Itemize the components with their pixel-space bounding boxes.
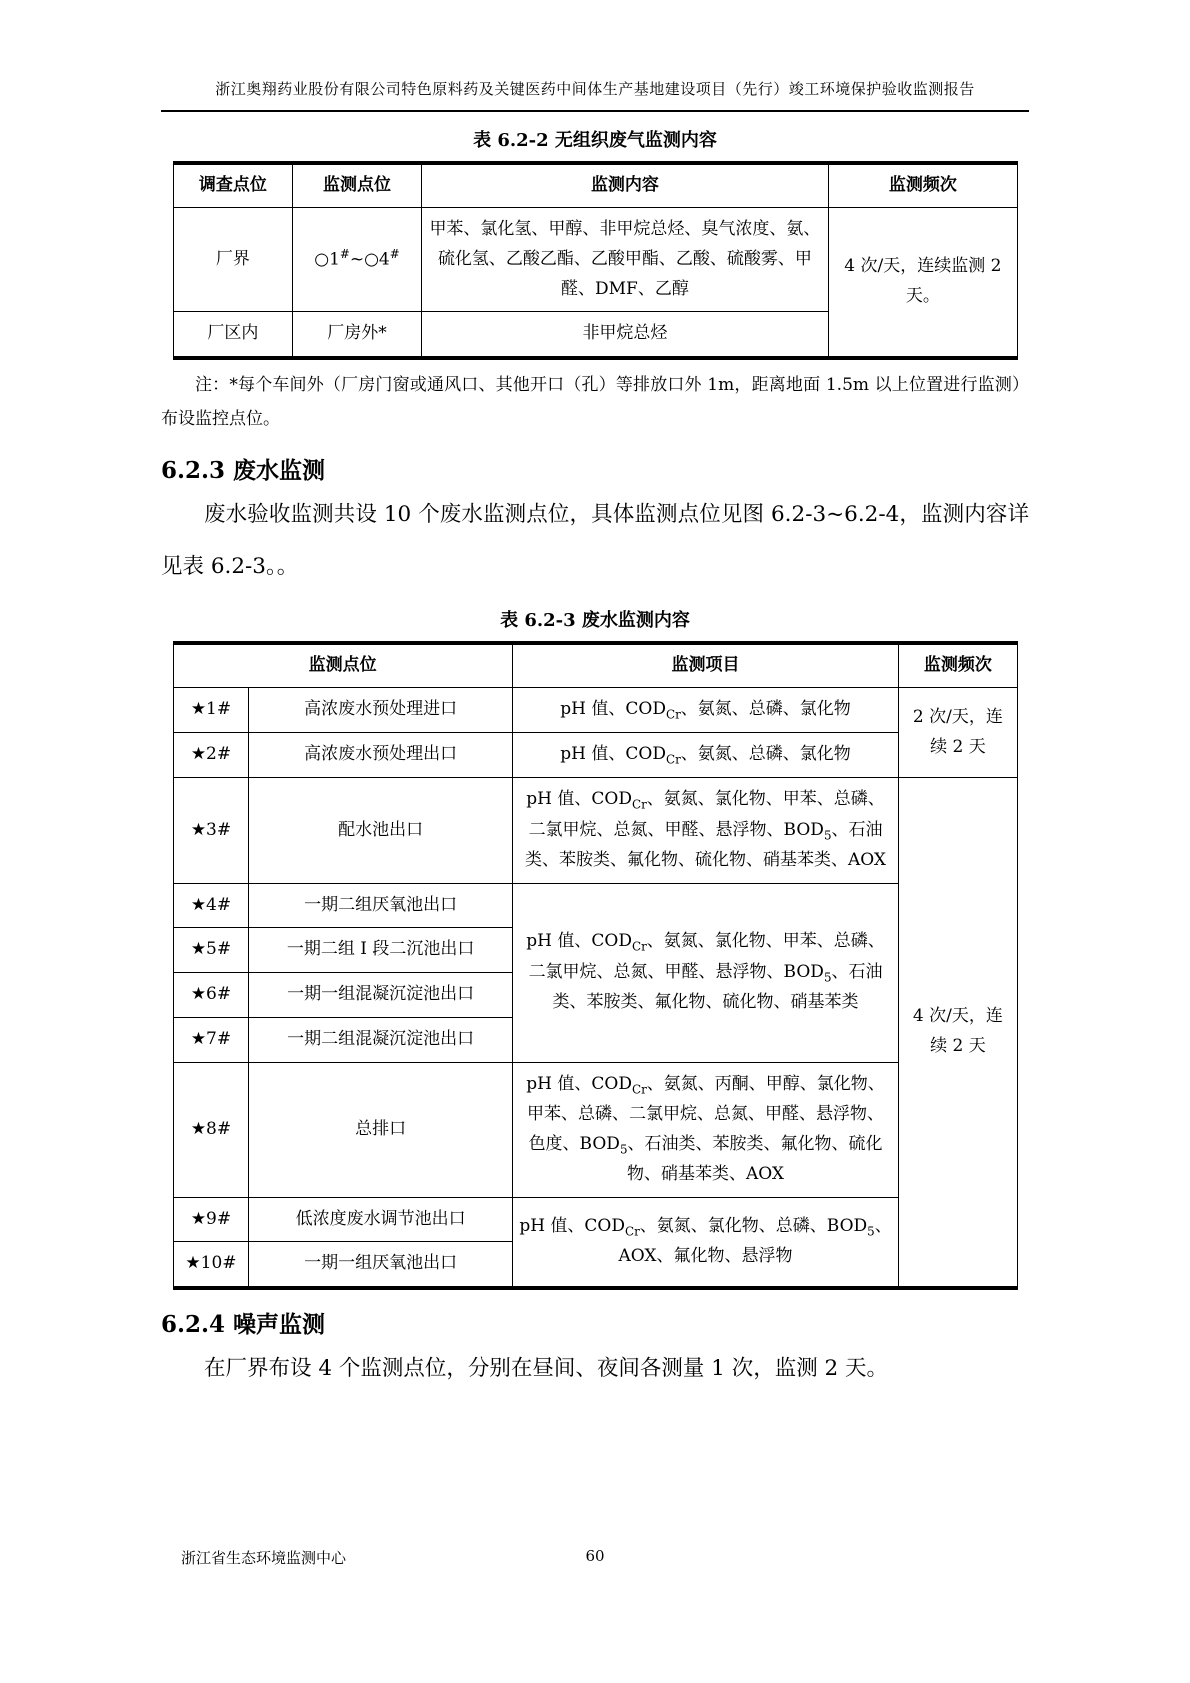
table-cell: ★3# bbox=[173, 778, 249, 883]
table-cell: 4 次/天，连续监测 2 天。 bbox=[829, 208, 1017, 359]
table-cell: 2 次/天，连续 2 天 bbox=[899, 687, 1017, 777]
table-cell: 厂界 bbox=[173, 208, 293, 312]
section-heading-wastewater: 6.2.3 废水监测 bbox=[161, 457, 326, 484]
table-cell: 高浓废水预处理出口 bbox=[249, 733, 512, 778]
table-cell: pH 值、$COD_{Cr}$、氨氮、丙酮、甲醇、氯化物、甲苯、总磷、二氯甲烷、总氮、甲醛、悬浮物、色度、$BOD_5$、石油类、苯胺类、氟化物、硫化物、硝基苯类、AOX bbox=[512, 1062, 899, 1197]
table-header-cell: 监测点位 bbox=[293, 163, 421, 207]
table-cell: 总排口 bbox=[249, 1062, 512, 1197]
table-cell: 厂房外* bbox=[293, 312, 421, 358]
wastewater-intro-paragraph: 废水验收监测共设 10 个废水监测点位，具体监测点位见图 6.2-3~6.2-4，监测内容详见表 6.2-3。。 bbox=[161, 502, 1029, 579]
table-cell: ★2# bbox=[173, 733, 249, 778]
section-heading-noise: 6.2.4 噪声监测 bbox=[161, 1311, 326, 1338]
table-cell: ★1# bbox=[173, 687, 249, 732]
table-cell: ○1#~○4# bbox=[293, 208, 421, 312]
table-cell: 非甲烷总烃 bbox=[421, 312, 829, 358]
table-cell: pH 值、$COD_{Cr}$、氨氮、总磷、氯化物 bbox=[512, 733, 899, 778]
table-cell: 甲苯、氯化氢、甲醇、非甲烷总烃、臭气浓度、氨、硫化氢、乙酸乙酯、乙酸甲酯、乙酸、硫酸雾、甲醛、DMF、乙醇 bbox=[421, 208, 829, 312]
table-cell: 厂区内 bbox=[173, 312, 293, 358]
footer-page-number: 60 bbox=[585, 1547, 605, 1565]
table-cell: 低浓度废水调节池出口 bbox=[249, 1197, 512, 1242]
table-cell: ★10# bbox=[173, 1242, 249, 1288]
table-cell: 一期二组 I 段二沉池出口 bbox=[249, 928, 512, 973]
table-cell: ★7# bbox=[173, 1017, 249, 1062]
noise-paragraph: 在厂界布设 4 个监测点位，分别在昼间、夜间各测量 1 次，监测 2 天。 bbox=[204, 1356, 889, 1381]
gas-table-note: 注：*每个车间外（厂房门窗或通风口、其他开口（孔）等排放口外 1m，距离地面 1.5m 以上位置进行监测）布设监控点位。 bbox=[161, 375, 1029, 429]
table-cell: 一期二组混凝沉淀池出口 bbox=[249, 1017, 512, 1062]
table-row bbox=[173, 733, 1017, 778]
table-cell: 一期一组混凝沉淀池出口 bbox=[249, 973, 512, 1018]
table-cell: pH 值、$COD_{Cr}$、氨氮、氯化物、甲苯、总磷、二氯甲烷、总氮、甲醛、悬浮物、$BOD_5$、石油类、苯胺类、氟化物、硫化物、硝基苯类 bbox=[512, 883, 899, 1062]
table-cell: pH 值、$COD_{Cr}$、氨氮、总磷、氯化物 bbox=[512, 687, 899, 732]
table-cell: pH 值、$COD_{Cr}$、氨氮、氯化物、总磷、$BOD_5$、AOX、氟化物、悬浮物 bbox=[512, 1197, 899, 1288]
table-header-cell: 调查点位 bbox=[173, 163, 293, 207]
table-row bbox=[173, 1197, 1017, 1242]
table-header-cell: 监测内容 bbox=[421, 163, 829, 207]
page-content bbox=[161, 0, 1029, 1395]
table-row bbox=[173, 1062, 1017, 1197]
gas-monitoring-table bbox=[173, 161, 1018, 360]
table-header-row bbox=[173, 643, 1017, 687]
footer-org: 浙江省生态环境监测中心 bbox=[181, 1549, 347, 1567]
table-cell: pH 值、$COD_{Cr}$、氨氮、氯化物、甲苯、总磷、二氯甲烷、总氮、甲醛、悬浮物、$BOD_5$、石油类、苯胺类、氟化物、硫化物、硝基苯类、AOX bbox=[512, 778, 899, 883]
table-cell: ★9# bbox=[173, 1197, 249, 1242]
page-header-title: 浙江奥翔药业股份有限公司特色原料药及关键医药中间体生产基地建设项目（先行）竣工环境保护验收监测报告 bbox=[215, 80, 975, 98]
wastewater-table-title: 表 6.2-3 废水监测内容 bbox=[500, 610, 690, 632]
table-cell: 高浓废水预处理进口 bbox=[249, 687, 512, 732]
table-cell: 配水池出口 bbox=[249, 778, 512, 883]
header-divider bbox=[161, 110, 1029, 112]
table-cell: ★6# bbox=[173, 973, 249, 1018]
table-header-cell: 监测点位 bbox=[173, 643, 512, 687]
table-cell: ★4# bbox=[173, 883, 249, 928]
table-header-cell: 监测项目 bbox=[512, 643, 899, 687]
table-cell: 一期一组厌氧池出口 bbox=[249, 1242, 512, 1288]
table-header-cell: 监测频次 bbox=[829, 163, 1017, 207]
table-cell: ★5# bbox=[173, 928, 249, 973]
wastewater-monitoring-table bbox=[173, 641, 1018, 1290]
table-cell: ★8# bbox=[173, 1062, 249, 1197]
table-row bbox=[173, 208, 1017, 312]
table-row bbox=[173, 778, 1017, 883]
table-row bbox=[173, 687, 1017, 732]
table-header-cell: 监测频次 bbox=[899, 643, 1017, 687]
table-cell: 4 次/天，连续 2 天 bbox=[899, 778, 1017, 1288]
table-row bbox=[173, 883, 1017, 928]
table-cell: 一期二组厌氧池出口 bbox=[249, 883, 512, 928]
table-header-row bbox=[173, 163, 1017, 207]
gas-table-title: 表 6.2-2 无组织废气监测内容 bbox=[473, 130, 717, 152]
